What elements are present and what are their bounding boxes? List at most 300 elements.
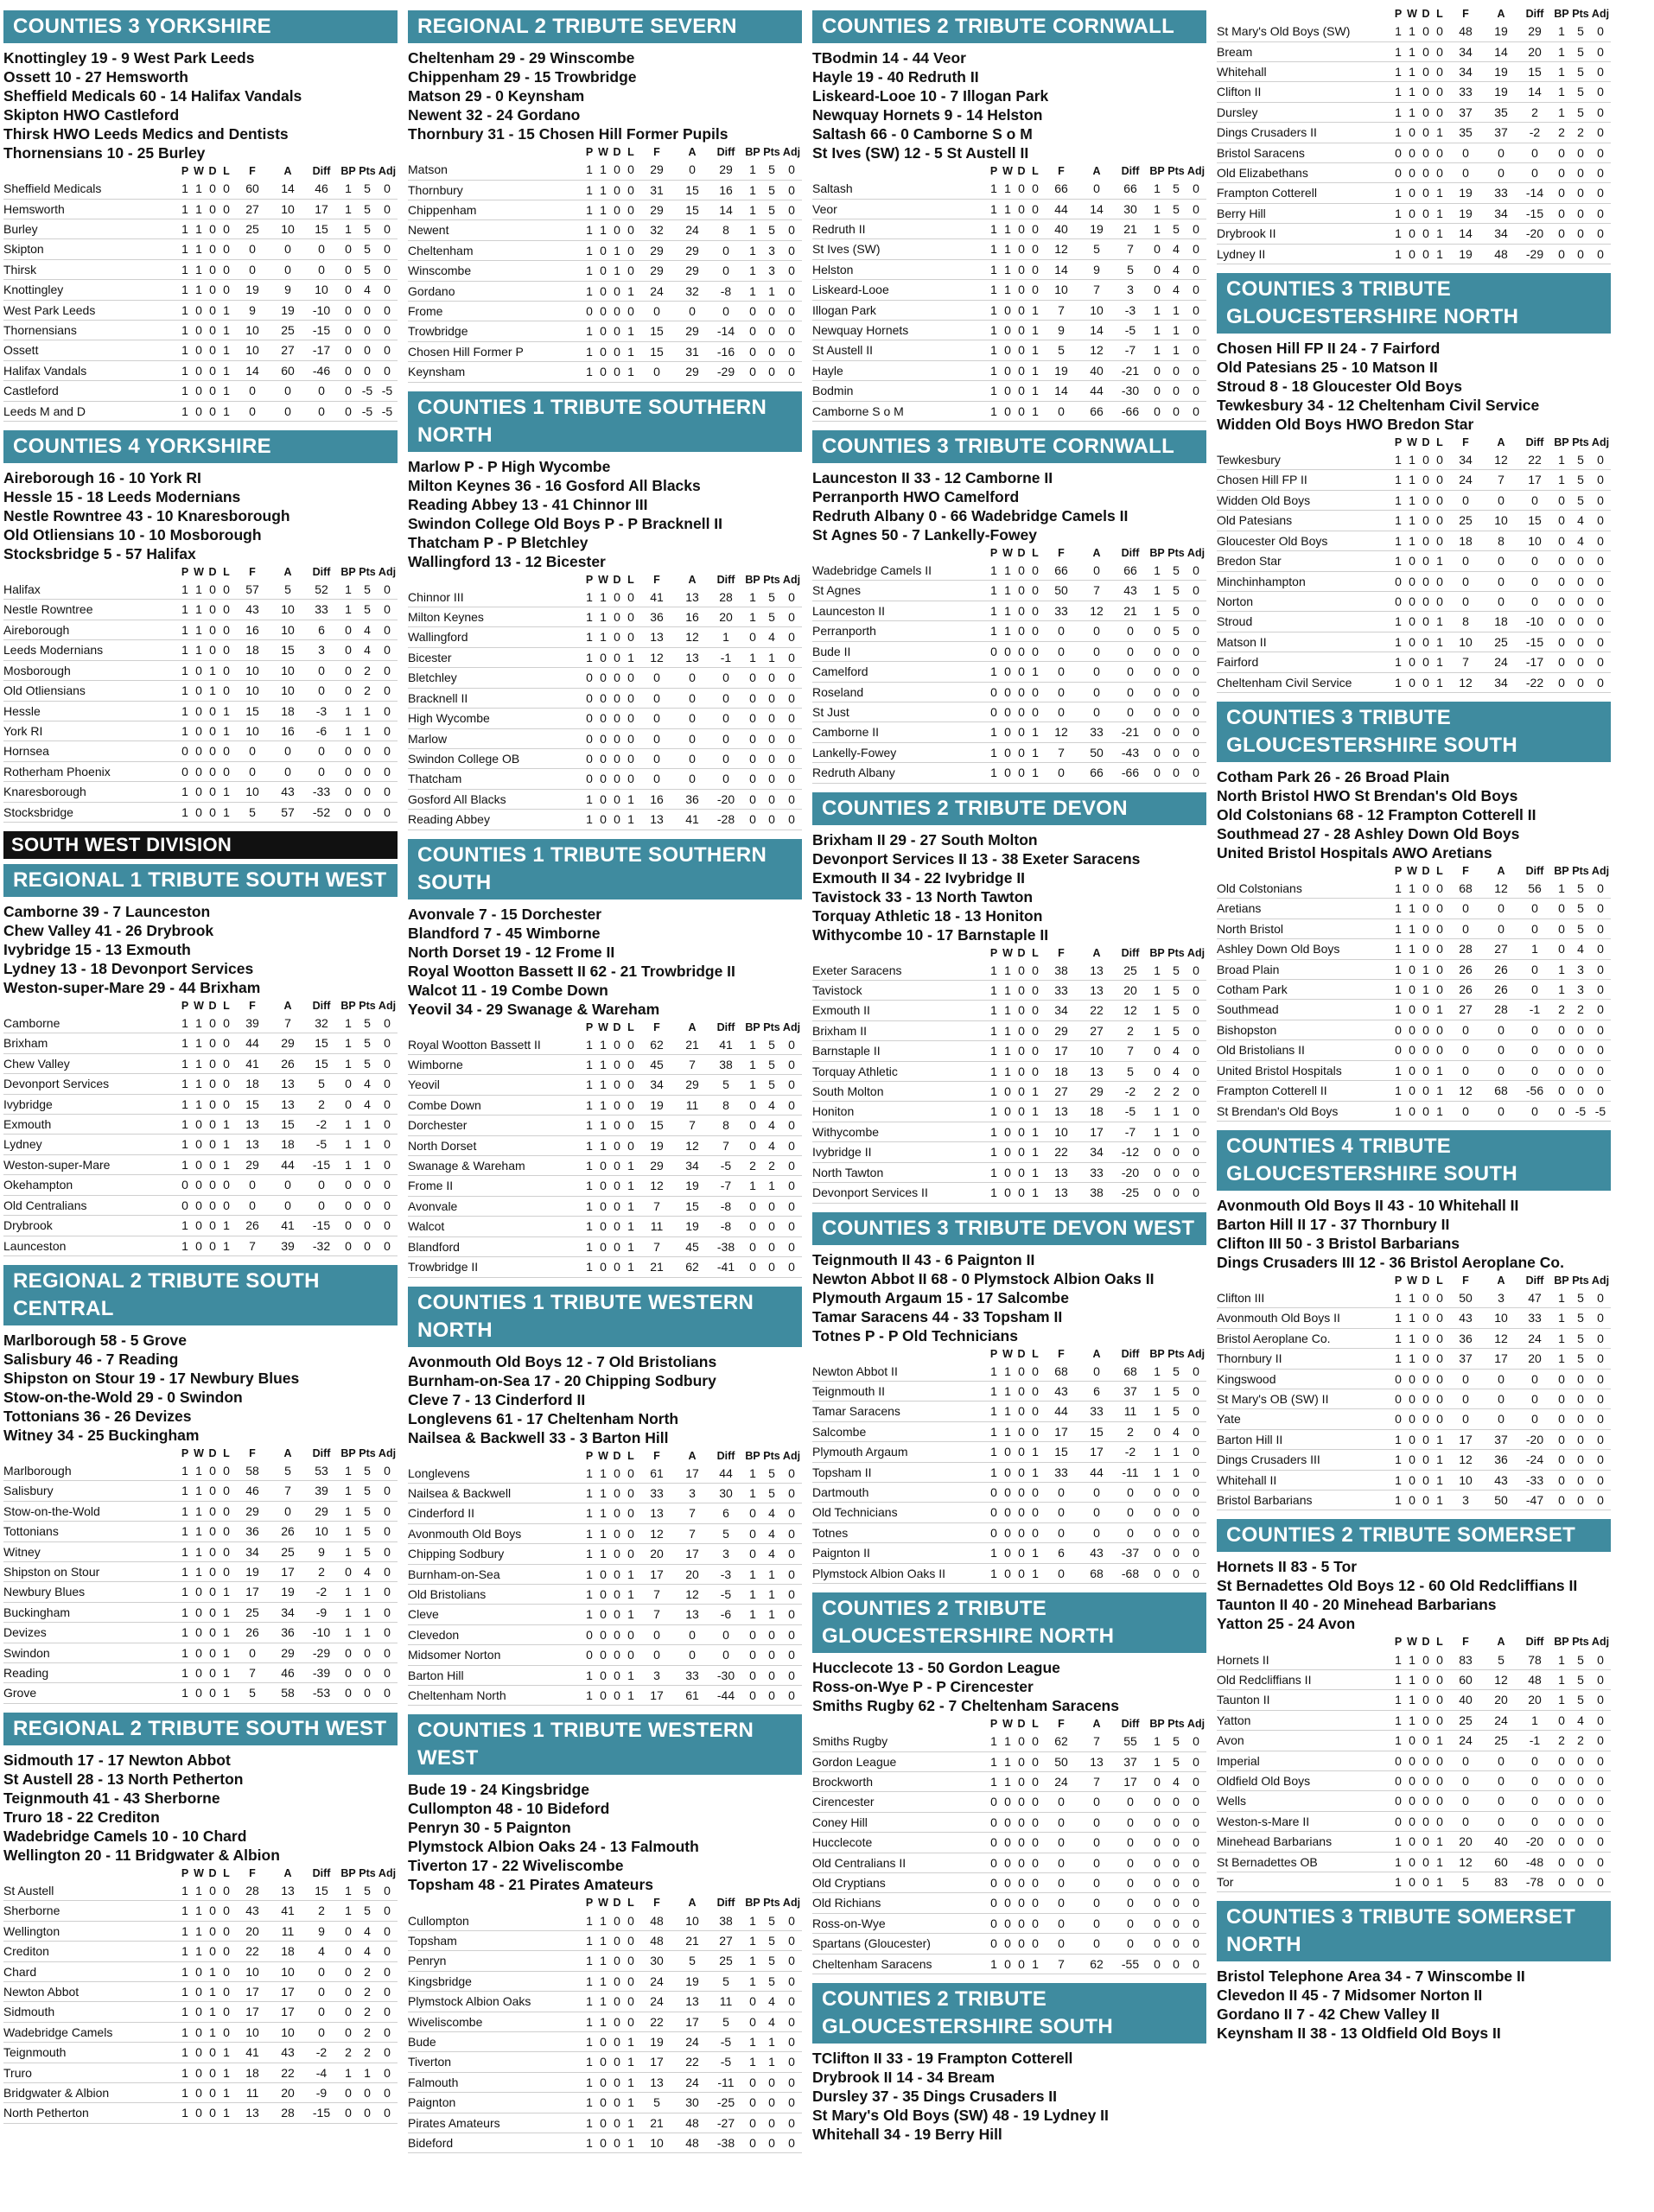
table-row xyxy=(1217,1852,1611,1872)
stat-cell: 0 xyxy=(1042,682,1080,702)
results-list xyxy=(1217,1557,1611,1633)
stat-cell: 10 xyxy=(271,620,304,639)
stat-cell: 0 xyxy=(781,1544,802,1564)
stat-cell: 3 xyxy=(1571,980,1590,1000)
stat-cell: 1 xyxy=(987,1162,1001,1182)
team-name: Honiton xyxy=(812,1102,987,1122)
team-name: Dursley xyxy=(1217,102,1391,122)
table-row xyxy=(812,1563,1206,1583)
stat-cell: 13 xyxy=(676,647,709,667)
stat-cell: 1 xyxy=(1433,1081,1447,1101)
stat-cell: 1 xyxy=(987,179,1001,199)
stat-cell: -5 xyxy=(377,401,398,421)
stat-cell: 0 xyxy=(781,2072,802,2092)
stat-cell: 0 xyxy=(762,1196,781,1216)
stat-cell: 0 xyxy=(582,688,596,708)
stat-cell: 1 xyxy=(1391,1832,1405,1852)
column-header: D xyxy=(1017,546,1026,559)
stat-cell: 5 xyxy=(1571,61,1590,81)
stat-cell: 0 xyxy=(1186,1751,1206,1771)
stat-cell: 1 xyxy=(582,341,596,361)
stat-cell: 2 xyxy=(1517,102,1552,122)
stat-cell: 1 xyxy=(987,280,1001,300)
stat-cell: 0 xyxy=(377,1643,398,1662)
table-row xyxy=(1217,470,1611,490)
stat-cell: 0 xyxy=(624,1544,638,1564)
stat-cell: 25 xyxy=(1447,1710,1485,1730)
match-result: Plymouth Argaum 15 - 17 Salcombe xyxy=(812,1288,1069,1306)
stat-cell: 17 xyxy=(676,1544,709,1564)
column-header: W xyxy=(1002,1347,1013,1360)
stat-cell: 2 xyxy=(358,660,377,680)
column-header: BP xyxy=(340,1866,356,1879)
table-row xyxy=(408,1156,802,1176)
team-name: Lydney II xyxy=(1217,244,1391,264)
stat-cell: 0 xyxy=(219,1921,233,1941)
stat-cell: 1 xyxy=(1405,939,1419,959)
column-header: D xyxy=(208,565,217,578)
stat-cell: 1 xyxy=(1391,1690,1405,1710)
stat-cell: 0 xyxy=(1433,1690,1447,1710)
stat-cell: 0 xyxy=(1552,551,1571,571)
column-header: A xyxy=(283,165,292,177)
stat-cell: 4 xyxy=(762,1095,781,1115)
match-result: Truro 18 - 22 Crediton xyxy=(3,1808,160,1826)
stat-cell: 0 xyxy=(206,1921,219,1941)
stat-cell: 0 xyxy=(358,2083,377,2103)
stat-cell: 0 xyxy=(1590,939,1611,959)
team-name: Chosen Hill FP II xyxy=(1217,470,1391,490)
stat-cell: 0 xyxy=(178,761,192,781)
stat-cell: 1 xyxy=(178,660,192,680)
team-name: Rotherham Phoenix xyxy=(3,761,178,781)
stat-cell: 7 xyxy=(1447,652,1485,672)
stat-cell: 0 xyxy=(1419,1060,1433,1080)
stat-cell: 0 xyxy=(624,1484,638,1503)
column-header: BP xyxy=(745,146,760,158)
stat-cell: 27 xyxy=(271,340,304,360)
stat-cell: 0 xyxy=(781,180,802,200)
stat-cell: 0 xyxy=(1433,82,1447,102)
stat-cell: 4 xyxy=(358,620,377,639)
stat-cell: 5 xyxy=(762,588,781,607)
stat-cell: 35 xyxy=(1485,102,1517,122)
stat-cell: 0 xyxy=(743,1135,762,1155)
stat-cell: 1 xyxy=(987,1362,1001,1382)
stat-cell: 0 xyxy=(219,1014,233,1033)
stat-cell: 4 xyxy=(1167,1041,1186,1061)
stat-cell: 13 xyxy=(638,1503,676,1523)
stat-cell: 5 xyxy=(762,1951,781,1971)
match-result: Thirsk HWO Leeds Medics and Dentists xyxy=(3,125,289,143)
stat-cell: 0 xyxy=(192,1683,206,1703)
column-header: Adj xyxy=(378,999,397,1012)
team-name: Paignton II xyxy=(812,1543,987,1563)
stat-cell: 20 xyxy=(1447,1832,1485,1852)
stat-cell: 0 xyxy=(377,1623,398,1643)
stat-cell: -16 xyxy=(709,341,743,361)
team-name: St Mary's Old Boys (SW) xyxy=(1217,22,1391,41)
stat-cell: 0 xyxy=(610,2012,624,2031)
stat-cell: 0 xyxy=(1419,1731,1433,1751)
stat-cell: 68 xyxy=(1485,1081,1517,1101)
stat-cell: 1 xyxy=(358,1115,377,1135)
team-name: Trowbridge xyxy=(408,321,582,341)
stat-cell: 30 xyxy=(676,2093,709,2113)
stat-cell: 0 xyxy=(1419,1308,1433,1328)
table-row xyxy=(408,588,802,607)
stat-cell: 14 xyxy=(709,200,743,219)
league-section xyxy=(3,831,398,859)
stat-cell: 0 xyxy=(339,2022,358,2042)
league-heading: REGIONAL 2 TRIBUTE SOUTH WEST xyxy=(3,1713,398,1745)
stat-cell: 0 xyxy=(206,1522,219,1541)
column-1 xyxy=(3,7,398,2212)
stat-cell: 0 xyxy=(377,219,398,238)
team-name: Minchinhampton xyxy=(1217,571,1391,591)
stat-cell: 0 xyxy=(987,702,1001,721)
stat-cell: 0 xyxy=(206,1216,219,1236)
column-header: Pts xyxy=(359,1866,376,1879)
match-result: Hayle 19 - 40 Redruth II xyxy=(812,68,979,86)
table-row xyxy=(408,1116,802,1135)
stat-cell: 1 xyxy=(743,200,762,219)
stat-cell: 0 xyxy=(596,2072,610,2092)
stat-cell: 1 xyxy=(1391,632,1405,652)
stat-cell: 0 xyxy=(676,668,709,688)
stat-cell: 0 xyxy=(1167,401,1186,421)
league-heading: COUNTIES 1 TRIBUTE WESTERN WEST xyxy=(408,1714,802,1775)
stat-cell: 1 xyxy=(987,219,1001,238)
stat-cell: 5 xyxy=(1167,1751,1186,1771)
stat-cell: 0 xyxy=(638,748,676,768)
stat-cell: 1 xyxy=(762,1564,781,1584)
table-row xyxy=(3,660,398,680)
stat-cell: 5 xyxy=(358,239,377,259)
stat-cell: -12 xyxy=(1113,1142,1148,1162)
stat-cell: 0 xyxy=(1590,511,1611,531)
stat-cell: 14 xyxy=(1485,41,1517,61)
stat-cell: 1 xyxy=(339,1522,358,1541)
stat-cell: 0 xyxy=(206,1033,219,1053)
column-header: A xyxy=(283,1866,292,1879)
stat-cell: 0 xyxy=(743,627,762,647)
column-header: Pts xyxy=(763,1897,780,1910)
stat-cell: 1 xyxy=(192,1094,206,1114)
stat-cell: 0 xyxy=(1590,22,1611,41)
stat-cell: 1 xyxy=(582,180,596,200)
stat-cell: 0 xyxy=(624,748,638,768)
team-name: Bodmin xyxy=(812,381,987,401)
stat-cell: 37 xyxy=(1447,1349,1485,1369)
stat-cell: 0 xyxy=(271,1195,304,1215)
results-list xyxy=(1217,339,1611,434)
team-name: Wallingford xyxy=(408,627,582,647)
stat-cell: 0 xyxy=(1590,1771,1611,1791)
stat-cell: 0 xyxy=(1167,1792,1186,1812)
stat-cell: 1 xyxy=(178,320,192,340)
stat-cell: 10 xyxy=(271,681,304,701)
table-row xyxy=(3,1541,398,1561)
stat-cell: -5 xyxy=(709,2052,743,2072)
stat-cell: 4 xyxy=(762,1992,781,2012)
stat-cell: 0 xyxy=(1433,1751,1447,1770)
stat-cell: 0 xyxy=(1080,1934,1113,1954)
stat-cell: 36 xyxy=(1447,1328,1485,1348)
stat-cell: 0 xyxy=(610,627,624,647)
stat-cell: 0 xyxy=(1433,1649,1447,1669)
stat-cell: 8 xyxy=(709,1116,743,1135)
stat-cell: 1 xyxy=(178,1135,192,1154)
stat-cell: 0 xyxy=(1590,1832,1611,1852)
column-header: Diff xyxy=(716,573,735,586)
team-name: Mosborough xyxy=(3,660,178,680)
stat-cell: 0 xyxy=(709,728,743,748)
stat-cell: 0 xyxy=(762,769,781,789)
team-name: Bishopston xyxy=(1217,1020,1391,1039)
stat-cell: 0 xyxy=(1447,1751,1485,1770)
stat-cell: 43 xyxy=(1080,1543,1113,1563)
stat-cell: 0 xyxy=(1447,143,1485,162)
stat-cell: 20 xyxy=(676,1564,709,1584)
stat-cell: -37 xyxy=(1113,1543,1148,1563)
stat-cell: 0 xyxy=(624,1645,638,1665)
team-name: St Agnes xyxy=(812,581,987,601)
stat-cell: 21 xyxy=(638,1257,676,1277)
stat-cell: 0 xyxy=(676,1624,709,1644)
stat-cell: 0 xyxy=(192,761,206,781)
table-row xyxy=(408,1257,802,1277)
team-name: Ivybridge II xyxy=(812,1142,987,1162)
stat-cell: 0 xyxy=(339,1663,358,1683)
stat-cell: 0 xyxy=(1447,1389,1485,1409)
stat-cell: 0 xyxy=(178,741,192,761)
stat-cell: 0 xyxy=(781,1665,802,1685)
column-header: Diff xyxy=(1121,1347,1140,1360)
team-name: Wimborne xyxy=(408,1055,582,1075)
stat-cell: 0 xyxy=(1391,1771,1405,1791)
stat-cell: 4 xyxy=(1167,280,1186,300)
table-row xyxy=(3,1961,398,1981)
stat-cell: 33 xyxy=(1042,1462,1080,1482)
team-name: York RI xyxy=(3,721,178,741)
stat-cell: 0 xyxy=(610,281,624,301)
stat-cell: 0 xyxy=(1552,162,1571,182)
stat-cell: 0 xyxy=(206,580,219,600)
stat-cell: 0 xyxy=(1485,591,1517,611)
stat-cell: 1 xyxy=(1391,203,1405,223)
table-row xyxy=(408,607,802,627)
table-row xyxy=(3,1982,398,2002)
stat-cell: 0 xyxy=(1405,244,1419,264)
stat-cell: 1 xyxy=(743,220,762,240)
stat-cell: 5 xyxy=(762,220,781,240)
stat-cell: 7 xyxy=(271,1014,304,1033)
stat-cell: 5 xyxy=(1571,41,1590,61)
stat-cell: 0 xyxy=(1419,591,1433,611)
stat-cell: 0 xyxy=(1447,918,1485,938)
league-heading: COUNTIES 3 TRIBUTE GLOUCESTERSHIRE NORTH xyxy=(1217,273,1611,334)
stat-cell: 0 xyxy=(377,761,398,781)
league-table xyxy=(812,946,1206,1204)
stat-cell: 5 xyxy=(271,1461,304,1481)
stat-cell: 16 xyxy=(709,180,743,200)
match-result: Marlow P - P High Wycombe xyxy=(408,457,611,475)
stat-cell: 7 xyxy=(676,1116,709,1135)
stat-cell: 0 xyxy=(206,640,219,660)
stat-cell: 1 xyxy=(219,360,233,380)
stat-cell: 17 xyxy=(638,1686,676,1706)
stat-cell: 0 xyxy=(206,782,219,802)
column-header: A xyxy=(1092,1718,1101,1731)
stat-cell: 0 xyxy=(1148,742,1167,762)
stat-cell: 0 xyxy=(206,1014,219,1033)
stat-cell: 1 xyxy=(192,280,206,300)
stat-cell: 0 xyxy=(1042,1934,1080,1954)
table-row xyxy=(3,2063,398,2082)
match-result: Chippenham 29 - 15 Trowbridge xyxy=(408,68,637,86)
stat-cell: 0 xyxy=(219,2002,233,2022)
table-row xyxy=(812,1183,1206,1203)
stat-cell: 7 xyxy=(1113,239,1148,259)
stat-cell: 0 xyxy=(1167,742,1186,762)
team-name: Saltash xyxy=(812,179,987,199)
stat-cell: 1 xyxy=(1148,601,1167,620)
team-name: Torquay Athletic xyxy=(812,1061,987,1081)
stat-cell: 15 xyxy=(1042,1442,1080,1462)
stat-cell: 0 xyxy=(596,1624,610,1644)
match-result: Hucclecote 13 - 50 Gordon League xyxy=(812,1659,1060,1677)
stat-cell: 0 xyxy=(1148,1162,1167,1182)
stat-cell: 5 xyxy=(1571,470,1590,490)
stat-cell: 5 xyxy=(762,1464,781,1484)
stat-cell: 0 xyxy=(1571,1832,1590,1852)
table-row xyxy=(408,160,802,180)
stat-cell: 4 xyxy=(1167,1421,1186,1441)
stat-cell: 35 xyxy=(1447,123,1485,143)
team-name: Gloucester Old Boys xyxy=(1217,531,1391,550)
stat-cell: 0 xyxy=(1015,1503,1028,1522)
team-name: St Austell xyxy=(3,1881,178,1901)
stat-cell: 0 xyxy=(339,1562,358,1582)
stat-cell: 1 xyxy=(1433,632,1447,652)
stat-cell: 0 xyxy=(1186,1873,1206,1893)
table-row xyxy=(408,668,802,688)
stat-cell: 0 xyxy=(1015,1913,1028,1933)
stat-cell: 0 xyxy=(1186,961,1206,981)
match-result: Penryn 30 - 5 Paignton xyxy=(408,1819,571,1837)
stat-cell: 1 xyxy=(1552,82,1571,102)
stat-cell: 0 xyxy=(1517,1409,1552,1429)
column-header: L xyxy=(627,573,634,586)
stat-cell: 11 xyxy=(676,1095,709,1115)
results-list xyxy=(3,1751,398,1865)
stat-cell: 1 xyxy=(582,810,596,830)
column-header: D xyxy=(613,573,621,586)
stat-cell: 0 xyxy=(339,741,358,761)
stat-cell: 0 xyxy=(1167,1183,1186,1203)
stat-cell: 0 xyxy=(743,321,762,341)
stat-cell: 0 xyxy=(596,240,610,260)
team-name: Halifax Vandals xyxy=(3,360,178,380)
stat-cell: 14 xyxy=(1042,259,1080,279)
stat-cell: 0 xyxy=(377,2043,398,2063)
stat-cell: 1 xyxy=(582,200,596,219)
table-row xyxy=(1217,41,1611,61)
stat-cell: 0 xyxy=(987,1853,1001,1872)
stat-cell: 7 xyxy=(638,1236,676,1256)
stat-cell: 0 xyxy=(1148,259,1167,279)
stat-cell: 0 xyxy=(219,1541,233,1561)
stat-cell: 0 xyxy=(638,301,676,321)
stat-cell: 0 xyxy=(1080,662,1113,682)
team-name: Paignton xyxy=(408,2093,582,2113)
stat-cell: 0 xyxy=(192,681,206,701)
stat-cell: 1 xyxy=(743,240,762,260)
team-name: Newton Abbot xyxy=(3,1982,178,2002)
column-header: A xyxy=(283,565,292,578)
stat-cell: 0 xyxy=(271,741,304,761)
team-column-header xyxy=(3,1866,178,1881)
stat-cell: 0 xyxy=(219,620,233,639)
stat-cell: 1 xyxy=(1405,879,1419,899)
stat-cell: 0 xyxy=(1148,1522,1167,1542)
stat-cell: 0 xyxy=(1113,1503,1148,1522)
stat-cell: 0 xyxy=(1419,41,1433,61)
stat-cell: 0 xyxy=(1405,224,1419,244)
results-list xyxy=(1217,1967,1611,2043)
stat-cell: 0 xyxy=(1447,1791,1485,1811)
stat-cell: 0 xyxy=(1433,1389,1447,1409)
table-row xyxy=(1217,1081,1611,1101)
team-name: Tavistock xyxy=(812,981,987,1001)
stat-cell: 26 xyxy=(233,1623,271,1643)
stat-cell: 20 xyxy=(1485,1690,1517,1710)
table-row xyxy=(1217,490,1611,510)
stat-cell: 57 xyxy=(233,580,271,600)
team-name: Tottonians xyxy=(3,1522,178,1541)
stat-cell: 19 xyxy=(1042,360,1080,380)
stat-cell: 0 xyxy=(624,1992,638,2012)
stat-cell: 13 xyxy=(1042,1102,1080,1122)
stat-cell: 0 xyxy=(1419,1852,1433,1872)
stat-cell: 1 xyxy=(1028,381,1042,401)
stat-cell: 0 xyxy=(1028,1751,1042,1771)
stat-cell: 1 xyxy=(1405,450,1419,470)
team-name: Bracknell II xyxy=(408,688,582,708)
stat-cell: 29 xyxy=(638,200,676,219)
team-column-header xyxy=(3,164,178,179)
stat-cell: 1 xyxy=(1391,1710,1405,1730)
stat-cell: 0 xyxy=(377,1663,398,1683)
column-header: Adj xyxy=(378,1446,397,1459)
stat-cell: 0 xyxy=(1186,300,1206,320)
stat-cell: 0 xyxy=(610,607,624,627)
team-name: Avonvale xyxy=(408,1196,582,1216)
team-name: Thatcham xyxy=(408,769,582,789)
stat-cell: 0 xyxy=(1028,1362,1042,1382)
stat-cell: 28 xyxy=(709,588,743,607)
stat-cell: 1 xyxy=(339,1602,358,1622)
stat-cell: 12 xyxy=(638,647,676,667)
stat-cell: 0 xyxy=(304,259,339,279)
table-row xyxy=(812,1402,1206,1421)
team-name: Newquay Hornets xyxy=(812,320,987,340)
stat-cell: 0 xyxy=(1015,320,1028,340)
stat-cell: 0 xyxy=(781,647,802,667)
stat-cell: 0 xyxy=(743,1196,762,1216)
match-result: Nailsea & Backwell 33 - 3 Barton Hill xyxy=(408,1428,669,1446)
